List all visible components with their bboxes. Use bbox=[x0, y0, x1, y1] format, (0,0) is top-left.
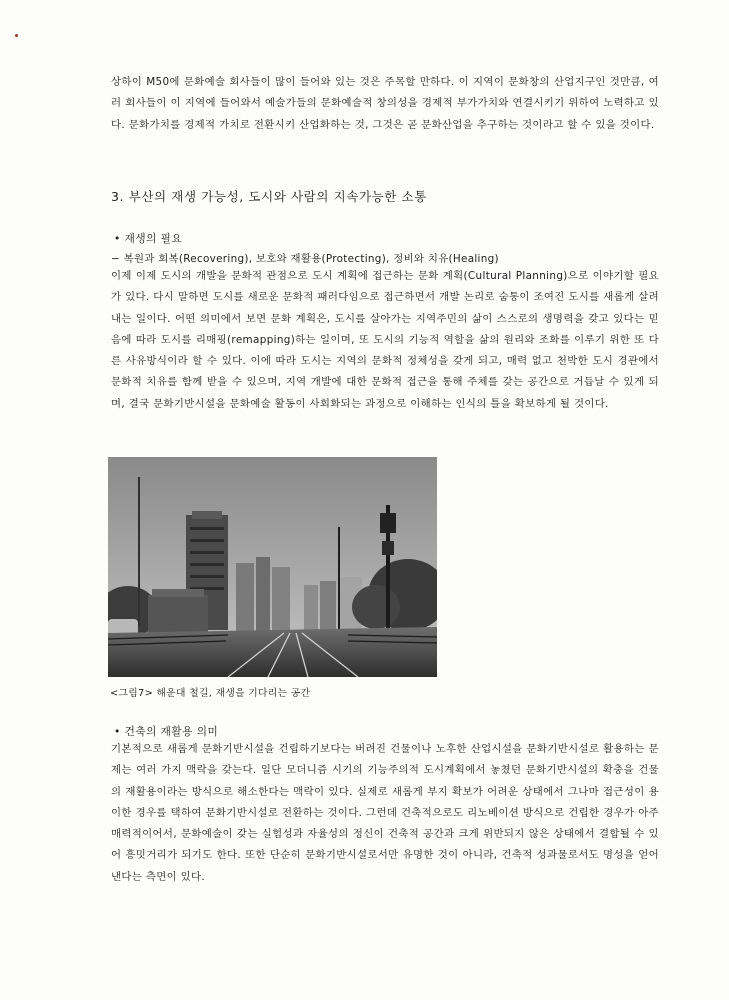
figure-caption: <그림7> 해운대 철길, 재생을 기다리는 공간 bbox=[110, 688, 311, 699]
regeneration-subheading: − 복원과 회복(Recovering), 보호와 재활용(Protecting), 정비와 치유(Healing) bbox=[111, 253, 499, 265]
architecture-reuse-paragraph: 기본적으로 새롭게 문화기반시설을 건립하기보다는 버려진 건물이나 노후한 산업시설을 문화기반시설로 활용하는 문제는 여러 가지 맥락을 갖는다. 일단 모더니즘 시기의 기능주의적 도시계획에서 놓쳤던 문화기반시설의 확충을 건물의 재활용이라는 방식으로 해소한다는 맥락이 있다. 실제로 새롭게 부지 확보가 어려운 상태에서 그나마 접근성이 용이한 경우를 택하여 문화기반시설로 전환하는 것이다. 그런데 건축적으로도 리노베이션 방식으로 건립한 경우가 아주 매력적이어서, 문화예술이 갖는 실험성과 자율성의 정신이 건축적 공간과 크게 위반되지 않은 상태에서 결합될 수 있어 흥밋거리가 되기도 한다. 또한 단순히 문화기반시설로서만 유명한 것이 아니라, 건축적 성과물로서도 명성을 얻어낸다는 측면이 있다. bbox=[111, 743, 659, 883]
intro-paragraph: 상하이 M50에 문화예술 회사들이 많이 들어와 있는 것은 주목할 만하다. 이 지역이 문화창의 산업지구인 것만큼, 여러 회사들이 이 지역에 들어와서 예술가들의 문화예술적 창의성을 경제적 부가가치와 연결시키기 위하여 노력하고 있다. 문화가치를 경제적 가치로 전환시키 산업화하는 것, 그것은 곧 문화산업을 추구하는 것이라고 할 수 있을 것이다. bbox=[111, 76, 659, 131]
bullet-architecture-reuse: • 건축의 재활용 의미 bbox=[114, 726, 219, 738]
haeundae-railway-photo bbox=[108, 457, 437, 677]
scan-speck bbox=[15, 34, 18, 37]
section-heading: 3. 부산의 재생 가능성, 도시와 사람의 지속가능한 소통 bbox=[111, 189, 427, 204]
cultural-planning-paragraph: 이제 이제 도시의 개발을 문화적 관점으로 도시 계획에 접근하는 문화 계획(Cultural Planning)으로 이야기할 필요가 있다. 다시 말하면 도시를 새로운 문화적 패러다임으로 접근하면서 개발 논리로 숨통이 조여진 도시를 새롭게 살려내는 일이다. 어떤 의미에서 보면 문화 계획은, 도시를 살아가는 지역주민의 삶이 스스로의 생명력을 갖고 있다는 믿음에 따라 도시를 리매핑(remapping)하는 일이며, 또 도시의 기능적 역할을 삶의 원리와 조화를 이루기 위한 또 다른 사유방식이라 할 수 있다. 이에 따라 도시는 지역의 문화적 정체성을 갖게 되고, 매력 없고 천박한 도시 경관에서 문화적 치유를 함께 받을 수 있으며, 지역 개발에 대한 문화적 접근을 통해 주체를 갖는 공간으로 거듭날 수 있게 되며, 결국 문화기반시설을 문화예술 활동이 사회화되는 과정으로 이해하는 인식의 틀을 확보하게 될 것이다. bbox=[111, 270, 659, 410]
bullet-regeneration-need: • 재생의 필요 bbox=[114, 233, 183, 245]
